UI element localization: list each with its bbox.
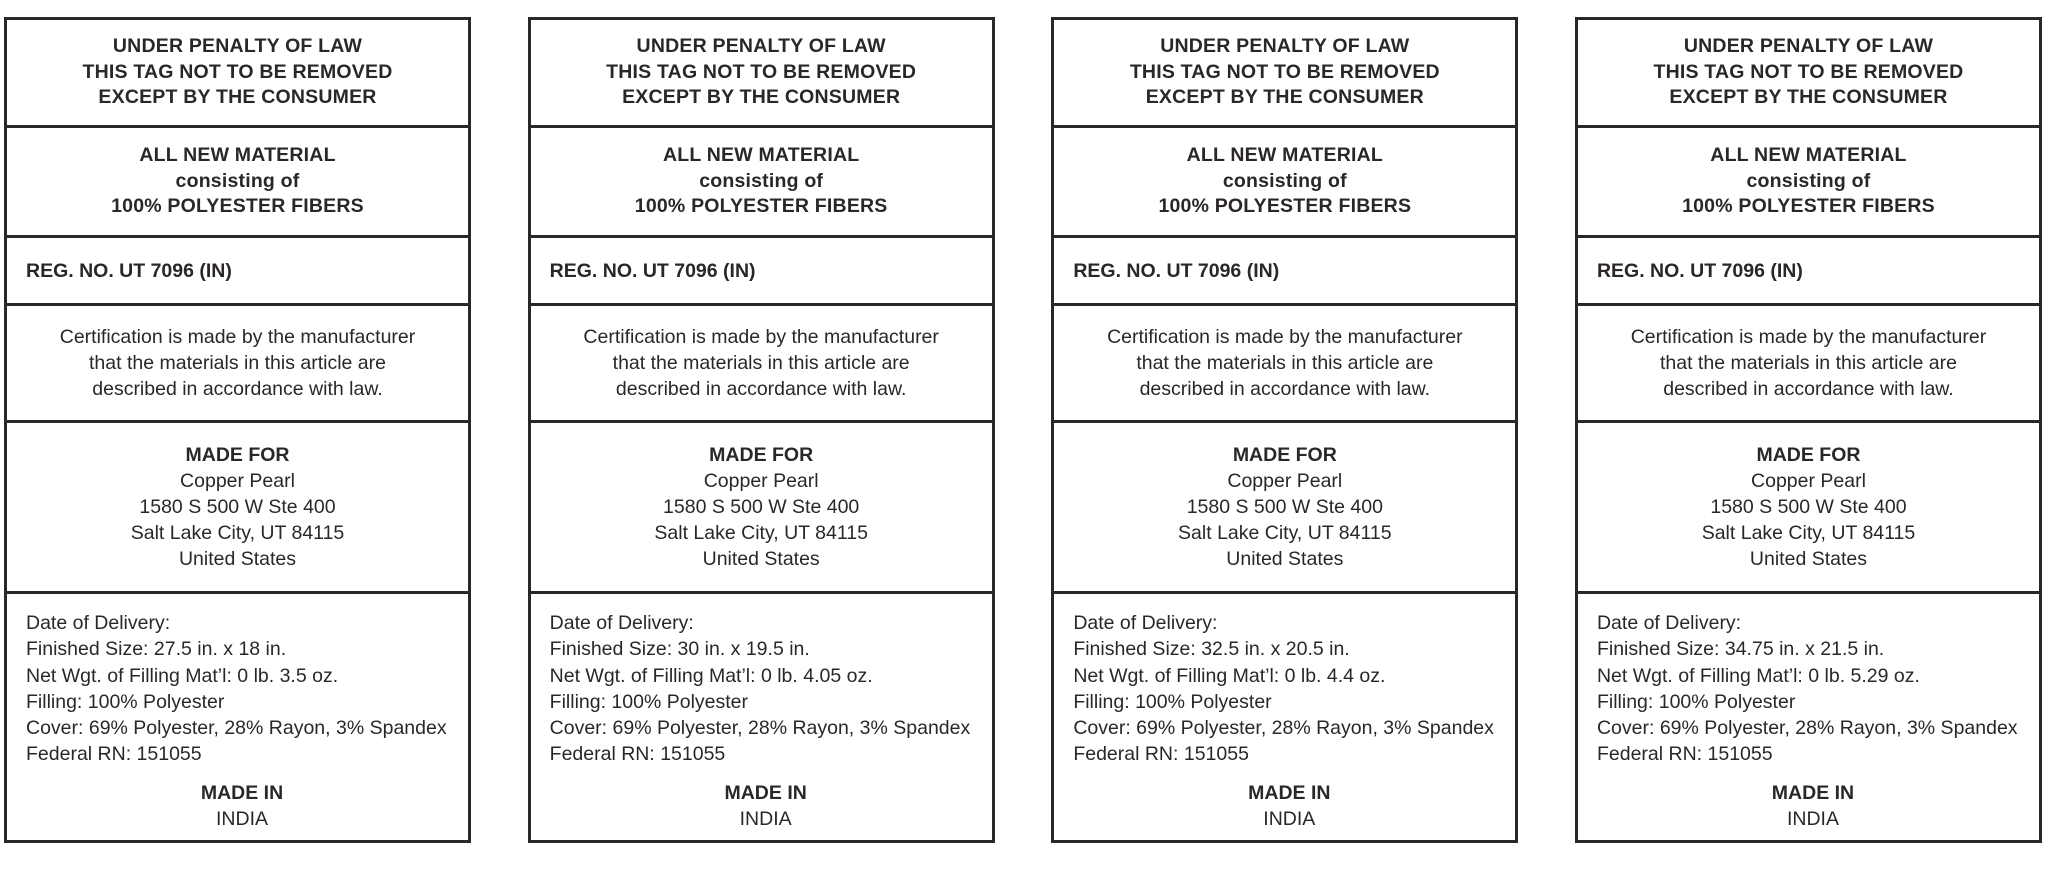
law-tag-label	[1575, 17, 2042, 843]
made-for-section	[1578, 423, 2039, 594]
made-for-address: 1580 S 500 W Ste 400	[1710, 496, 1907, 518]
penalty-line-1: UNDER PENALTY OF LAW	[112, 35, 363, 58]
penalty-line-3: EXCEPT BY THE CONSUMER	[1669, 86, 1948, 109]
material-line-2: consisting of	[699, 169, 824, 192]
material-line-2: consisting of	[175, 169, 300, 192]
certification-section	[531, 306, 992, 423]
certification-line-2: that the materials in this article are	[1659, 352, 1957, 374]
certification-line-1: Certification is made by the manufacturer	[1107, 326, 1463, 348]
material-section	[1054, 128, 1515, 238]
made-in-country: INDIA	[739, 807, 792, 830]
filling-line: Filling: 100% Polyester	[1073, 690, 1272, 713]
penalty-section	[1578, 20, 2039, 128]
material-line-1: ALL NEW MATERIAL	[1186, 144, 1383, 167]
material-line-3: 100% POLYESTER FIBERS	[1158, 195, 1412, 218]
date-of-delivery-line: Date of Delivery:	[26, 612, 171, 634]
made-in-heading: MADE IN	[724, 781, 807, 804]
made-for-company: Copper Pearl	[1751, 470, 1866, 492]
finished-size-line: Finished Size: 27.5 in. x 18 in.	[26, 638, 287, 661]
date-of-delivery-line: Date of Delivery:	[549, 612, 694, 634]
made-for-heading: MADE FOR	[1756, 444, 1861, 466]
reg-no-section	[531, 238, 992, 306]
date-of-delivery-line: Date of Delivery:	[1596, 612, 1742, 634]
made-for-country: United States	[1226, 548, 1344, 570]
made-for-address: 1580 S 500 W Ste 400	[663, 496, 860, 518]
made-for-section	[531, 423, 992, 594]
certification-section	[1578, 306, 2039, 423]
penalty-line-2: THIS TAG NOT TO BE REMOVED	[1129, 60, 1440, 83]
made-for-city: Salt Lake City, UT 84115	[1178, 522, 1392, 544]
material-section	[7, 128, 468, 238]
penalty-line-2: THIS TAG NOT TO BE REMOVED	[82, 60, 393, 83]
net-weight-line: Net Wgt. of Filling Mat’l: 0 lb. 3.5 oz.	[26, 664, 339, 687]
material-line-3: 100% POLYESTER FIBERS	[111, 195, 364, 218]
cover-line: Cover: 69% Polyester, 28% Rayon, 3% Spandex	[549, 717, 971, 740]
law-tag-label	[4, 17, 471, 843]
federal-rn-line: Federal RN: 151055	[1596, 743, 1773, 766]
made-in-block	[1073, 780, 1505, 832]
made-for-country: United States	[178, 548, 297, 570]
finished-size-line: Finished Size: 32.5 in. x 20.5 in.	[1073, 638, 1350, 661]
reg-no-section	[7, 238, 468, 306]
penalty-line-1: UNDER PENALTY OF LAW	[636, 35, 886, 58]
made-in-heading: MADE IN	[1771, 781, 1855, 804]
details-section	[1054, 594, 1515, 840]
made-for-company: Copper Pearl	[180, 470, 295, 492]
made-for-heading: MADE FOR	[709, 444, 814, 466]
certification-line-2: that the materials in this article are	[1136, 352, 1434, 374]
penalty-line-1: UNDER PENALTY OF LAW	[1683, 35, 1934, 58]
material-line-2: consisting of	[1222, 169, 1347, 192]
certification-line-2: that the materials in this article are	[612, 352, 910, 374]
date-of-delivery-line: Date of Delivery:	[1073, 612, 1218, 634]
made-for-heading: MADE FOR	[185, 444, 290, 466]
certification-line-3: described in accordance with law.	[615, 378, 907, 400]
made-for-country: United States	[1749, 548, 1867, 570]
filling-line: Filling: 100% Polyester	[549, 690, 748, 713]
made-for-heading: MADE FOR	[1232, 444, 1337, 466]
penalty-line-2: THIS TAG NOT TO BE REMOVED	[1653, 60, 1964, 83]
filling-line: Filling: 100% Polyester	[26, 690, 225, 713]
certification-line-3: described in accordance with law.	[1663, 378, 1954, 400]
penalty-line-3: EXCEPT BY THE CONSUMER	[1145, 86, 1424, 109]
made-for-address: 1580 S 500 W Ste 400	[139, 496, 336, 518]
reg-no-text: REG. NO. UT 7096 (IN)	[26, 259, 232, 282]
details-section	[1578, 594, 2039, 840]
filling-line: Filling: 100% Polyester	[1596, 690, 1796, 713]
certification-line-1: Certification is made by the manufacturer	[583, 326, 939, 348]
law-tag-label	[528, 17, 995, 843]
reg-no-text: REG. NO. UT 7096 (IN)	[549, 259, 756, 282]
made-for-address: 1580 S 500 W Ste 400	[1186, 496, 1383, 518]
made-in-heading: MADE IN	[200, 781, 284, 804]
made-in-country: INDIA	[1263, 807, 1316, 830]
made-for-section	[1054, 423, 1515, 594]
made-in-block	[550, 780, 982, 832]
made-in-block	[1597, 780, 2029, 832]
details-section	[531, 594, 992, 840]
certification-section	[1054, 306, 1515, 423]
cover-line: Cover: 69% Polyester, 28% Rayon, 3% Spandex	[1596, 717, 2018, 740]
certification-line-1: Certification is made by the manufacturer	[59, 326, 416, 348]
certification-line-2: that the materials in this article are	[89, 352, 386, 374]
federal-rn-line: Federal RN: 151055	[1073, 743, 1249, 766]
made-in-heading: MADE IN	[1248, 781, 1331, 804]
law-tag-label	[1051, 17, 1518, 843]
material-line-3: 100% POLYESTER FIBERS	[634, 195, 888, 218]
made-for-city: Salt Lake City, UT 84115	[654, 522, 868, 544]
penalty-section	[531, 20, 992, 128]
net-weight-line: Net Wgt. of Filling Mat’l: 0 lb. 4.4 oz.	[1073, 664, 1386, 687]
reg-no-section	[1054, 238, 1515, 306]
made-for-section	[7, 423, 468, 594]
penalty-line-3: EXCEPT BY THE CONSUMER	[622, 86, 901, 109]
federal-rn-line: Federal RN: 151055	[26, 743, 202, 766]
finished-size-line: Finished Size: 30 in. x 19.5 in.	[549, 638, 810, 661]
net-weight-line: Net Wgt. of Filling Mat’l: 0 lb. 5.29 oz.	[1596, 664, 1920, 687]
made-for-company: Copper Pearl	[1227, 470, 1343, 492]
federal-rn-line: Federal RN: 151055	[549, 743, 726, 766]
details-section	[7, 594, 468, 840]
certification-line-1: Certification is made by the manufacturer	[1630, 326, 1987, 348]
material-line-2: consisting of	[1746, 169, 1871, 192]
penalty-line-1: UNDER PENALTY OF LAW	[1160, 35, 1410, 58]
reg-no-section	[1578, 238, 2039, 306]
material-section	[531, 128, 992, 238]
certification-section	[7, 306, 468, 423]
finished-size-line: Finished Size: 34.75 in. x 21.5 in.	[1596, 638, 1885, 661]
made-for-city: Salt Lake City, UT 84115	[130, 522, 345, 544]
penalty-section	[7, 20, 468, 128]
certification-line-3: described in accordance with law.	[92, 378, 383, 400]
material-line-1: ALL NEW MATERIAL	[139, 144, 336, 167]
made-in-country: INDIA	[1786, 807, 1839, 830]
material-line-1: ALL NEW MATERIAL	[1710, 144, 1907, 167]
penalty-line-3: EXCEPT BY THE CONSUMER	[98, 86, 377, 109]
cover-line: Cover: 69% Polyester, 28% Rayon, 3% Spandex	[1073, 717, 1494, 740]
reg-no-text: REG. NO. UT 7096 (IN)	[1596, 259, 1803, 282]
made-for-company: Copper Pearl	[703, 470, 819, 492]
net-weight-line: Net Wgt. of Filling Mat’l: 0 lb. 4.05 oz.	[549, 664, 873, 687]
material-line-1: ALL NEW MATERIAL	[662, 144, 860, 167]
made-in-block	[26, 780, 458, 832]
certification-line-3: described in accordance with law.	[1139, 378, 1431, 400]
material-line-3: 100% POLYESTER FIBERS	[1682, 195, 1935, 218]
made-for-city: Salt Lake City, UT 84115	[1701, 522, 1916, 544]
penalty-line-2: THIS TAG NOT TO BE REMOVED	[606, 60, 917, 83]
made-in-country: INDIA	[215, 807, 268, 830]
material-section	[1578, 128, 2039, 238]
penalty-section	[1054, 20, 1515, 128]
cover-line: Cover: 69% Polyester, 28% Rayon, 3% Spandex	[26, 717, 447, 740]
reg-no-text: REG. NO. UT 7096 (IN)	[1073, 259, 1280, 282]
made-for-country: United States	[702, 548, 820, 570]
